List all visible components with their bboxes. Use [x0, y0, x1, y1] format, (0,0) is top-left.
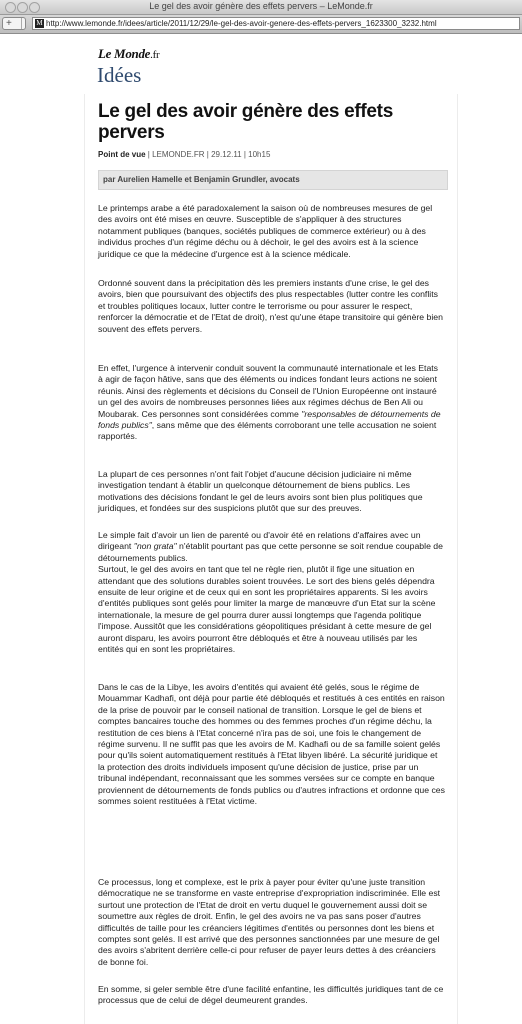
site-favicon-icon: M [36, 19, 43, 27]
article-paragraph: Ordonné souvent dans la précipitation dès les premiers instants d'une crise, le gel des avoirs, bien que poursuivant des objectifs des plus respectables (lutter contre les conflits et troubles politiques locaux, lutter contre le terrorisme ou pour assurer le respect, renforcer la démocratie et de l'Etat de droit), n'est qu'une étape transitoire qui génère bien souvent des effets pervers. [98, 278, 443, 334]
article-source-date: | LEMONDE.FR | 29.12.11 | 10h15 [147, 150, 271, 159]
browser-toolbar [0, 15, 522, 34]
paragraph-text: Surtout, le gel des avoirs en tant que tel ne règle rien, plutôt il fige une situation en attendant que des solutions durables soient trouvées. Le sort des biens gelés dépendra ensuite de leur origine et de ceux qui en sont les propriétaires apparents. Si les avoirs d'entités publiques sont gelés pour limiter la marge de manœuvre d'un Etat sur la scène internationale, la mesure de gel pourra durer aussi longtemps que l'agenda politique l'impose. Aussitôt que les considérations géopolitiques présidant à cette mesure de gel auront disparu, les avoirs pourront être débloqués et être à nouveau utilisés par les entités qui en sont les propriétaires. [98, 564, 436, 655]
article-kind: Point de vue [98, 150, 146, 159]
article-byline: par Aurelien Hamelle et Benjamin Grundler, avocats [98, 170, 448, 190]
article-container [84, 94, 458, 1024]
divider [21, 18, 22, 29]
article-paragraph: Ce processus, long et complexe, est le prix à payer pour éviter qu'une juste transition démocratique ne se transforme en vaste entreprise d'expropriation indiscriminée. Elle est surtout une protection de l'Etat de droit en vertu duquel le gouvernement aussi doit se soumettre aux règles de droit. Enfin, le gel des avoirs ne va pas sans poser d'autres difficultés de taille pour les créanciers légitimes d'entités ou personnes dont les biens et comptes sont gelés. Il est arrivé que des personnes sanctionnées par une mesure de gel des avoirs s'abritent derrière celle-ci pour refuser de payer leurs dettes à des créanciers de bonne foi. [98, 877, 441, 967]
article-paragraph [98, 530, 445, 655]
window-titlebar [0, 0, 522, 15]
paragraph-text: , sans même que des éléments corroborant une telle accusation ne soient rapportés. [98, 420, 437, 442]
url-text: http://www.lemonde.fr/idees/article/2011/12/29/le-gel-des-avoir-genere-des-effets-pervers_1623300_3232.html [46, 19, 437, 28]
paragraph-text: Le simple fait d'avoir un lien de parenté ou d'avoir été en relations d'affaires avec un dirigeant [98, 530, 421, 552]
article-paragraph: La plupart de ces personnes n'ont fait l'objet d'aucune décision judiciaire ni même investigation tendant à établir un quelconque détournement de biens publics. Les motivations des décisions fondant le gel de leurs avoirs sont bien plus politiques que juridiques, et fondées sur des suspicions plutôt que sur des preuves. [98, 469, 423, 514]
plus-icon: + [6, 18, 12, 29]
paragraph-text: n'établit pourtant pas que cette personne se soit rendue coupable de détournements publics. [98, 541, 443, 563]
new-tab-button[interactable] [2, 17, 26, 30]
article-paragraph: Le printemps arabe a été paradoxalement la saison où de nombreuses mesures de gel des avoirs ont été mises en œuvre. Susceptible de s'appliquer à des structures notamment publiques (banques, sociétés publiques de commerce extérieur) ou à des individus proches d'un régime déchu ou à déchoir, le gel des avoirs est à la science juridique ce que la médecine d'urgence est à la science médicale. [98, 203, 433, 259]
paragraph-text: En effet, l'urgence à intervenir conduit souvent la communauté internationale et les Etats à agir de façon hâtive, sans que des éléments ou indices fondant leurs actions ne soient réunis. Ainsi des règlements et décisions du Conseil de l'Union Européenne ont instauré un gel des avoirs de nombreuses personnes liées aux régimes déchus de Ben Ali ou Moubarak. Ces personnes sont considérées comme [98, 363, 439, 419]
article-meta [98, 150, 270, 159]
quoted-text: "non grata" [133, 541, 177, 552]
web-page [0, 34, 522, 1024]
site-logo[interactable] [98, 46, 159, 62]
quoted-text: "responsables de détournements de fonds publics" [98, 408, 441, 431]
logo-suffix: .fr [150, 49, 160, 61]
address-bar[interactable] [32, 17, 520, 30]
article-headline: Le gel des avoir génère des effets pervers [98, 101, 393, 143]
section-title[interactable]: Idées [97, 63, 142, 87]
article-paragraph: En somme, si geler semble être d'une facilité enfantine, les difficultés juridiques tant de ce processus que de celui de dégel deumeurent grandes. [98, 984, 444, 1006]
window-title: Le gel des avoir génère des effets pervers – LeMonde.fr [149, 1, 373, 11]
article-paragraph: Dans le cas de la Libye, les avoirs d'entités qui avaient été gelés, sous le régime de Mouammar Kadhafi, ont déjà pour partie été débloqués et restitués à ces entités en raison de la prise de pouvoir par le conseil national de transition. Lorsque le gel de biens et comptes bancaires touche des hommes ou des femmes proches d'un régime déchu, la restitution de ces biens à l'Etat concerné n'ira pas de soi, une fois le changement de régime survenu. Il ne suffit pas que les avoirs de M. Kadhafi ou de sa famille soient gelés pour qu'ils soient automatiquement restitués à l'Etat libyen libéré. La sécurité juridique et la protection des droits individuels imposent qu'une décision de justice, prise par un tribunal indépendant, reconnaissant que les sommes versées sur ce compte en banque proviennent de détournements de fonds publics ou d'autres infractions et ordonne que ces sommes soient restituées à l'Etat victime. [98, 682, 445, 807]
logo-text: Le Monde [98, 46, 151, 61]
article-paragraph [98, 363, 445, 443]
